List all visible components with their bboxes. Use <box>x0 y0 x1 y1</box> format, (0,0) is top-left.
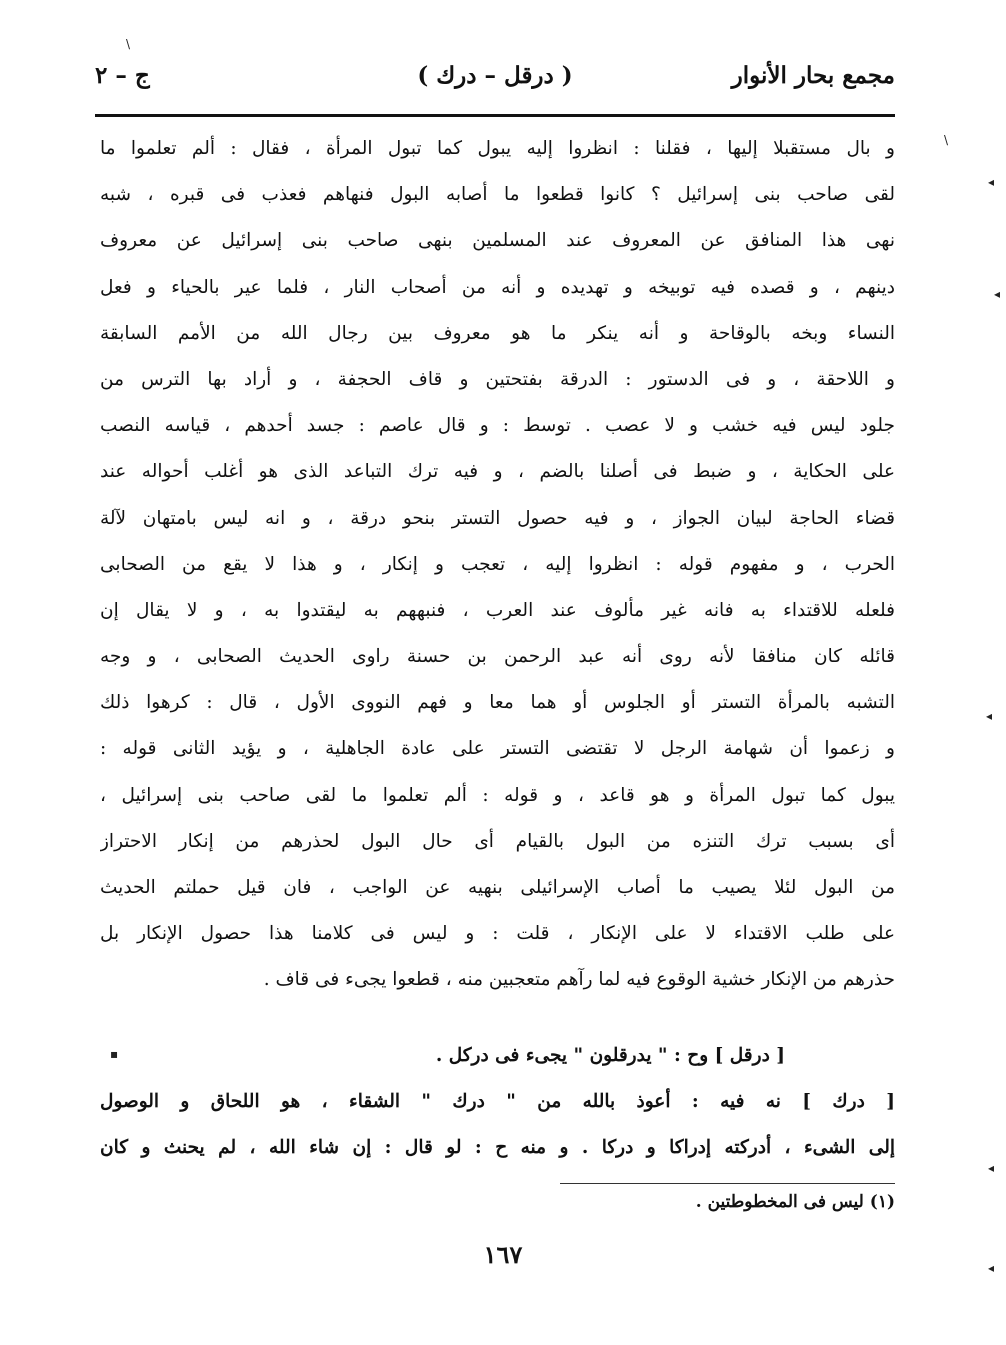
section-title: ( درقل – درك ) <box>417 62 573 89</box>
footnote: (١) ليس فى المخطوطتين . <box>695 1192 895 1212</box>
text-line: لقى صاحب بنى إسرائيل ؟ كانوا قطعوا ما أصابه البول فنهاهم فعذب فى قبره ، شبه <box>100 184 895 206</box>
scan-mark: \ <box>944 133 949 147</box>
main-text <box>100 126 895 1004</box>
scan-mark: \ <box>126 37 131 51</box>
scan-mark: ▪ <box>110 1047 119 1061</box>
text-line: يبول كما تبول المرأة و هو قاعد ، و قوله : ألم تعلموا ما لقى صاحب بنى إسرائيل ، <box>100 784 895 806</box>
running-header <box>95 62 895 102</box>
text-line: دينهم ، و قصده فيه توبيخه و تهديده و أنه من أصحاب النار ، فلما عير بالحياء و فعل <box>100 276 895 298</box>
text-line: حذرهم من الإنكار خشية الوقوع فيه لما رآهم متعجبين منه ، قطعوا يجىء فى قاف . <box>263 969 895 991</box>
scan-mark: ◂ <box>988 175 995 189</box>
text-line: فلعله للاقتداء به فانه غير مألوف عند العرب ، فنبههم به ليقتدوا به ، و لا يقال إن <box>100 599 895 621</box>
text-line: و اللاحقة ، و فى الدستور : الدرقة بفتحتين و قاف الحجفة ، و أراد بها الترس من <box>100 368 895 390</box>
text-line: على طلب الاقتداء لا على الإنكار ، قلت : و ليس فى كلامنا هذا حصول الإنكار بل <box>100 923 895 945</box>
page-number: ١٦٧ <box>483 1240 523 1269</box>
entry-darak-continued: إلى الشىء ، أدركته إدراكا و دركا . و منه ح : لو قال : إن شاء الله ، لم يحنث و كان <box>100 1137 895 1158</box>
text-line: قائله كان منافقا لأنه روى أنه عبد الرحمن بن حسنة راوى الحديث الصحابى ، و وجه <box>100 646 895 668</box>
text-line: أى بسبب ترك التنزه من البول بالقيام أى حال البول لحذرهم من إنكار الاحتراز <box>100 830 895 852</box>
text-line: و بال مستقبلا إليها ، فقلنا : انظروا إليه يبول كما تبول المرأة ، فقال : ألم تعلموا ما <box>100 138 895 159</box>
text-line: من البول لئلا يصيب ما أصاب الإسرائيلى بنهيه عن الواجب ، فان قيل حملتم الحديث <box>100 877 895 898</box>
text-line: جلود ليس فيه خشب و لا عصب . توسط : و قال عاصم : جسد أحدهم ، قياسه النصب <box>100 415 895 437</box>
text-line: قضاء الحاجة لبيان الجواز ، و فيه حصول التستر بنحو درقة ، و انه ليس بامتهان لآلة <box>100 507 895 529</box>
footnote-rule <box>560 1183 895 1184</box>
text-line: النساء وبخه بالوقاحة و أنه ينكر ما هو معروف بين رجال الله من الأمم السابقة <box>100 322 895 344</box>
text-line: و زعموا أن شهامة الرجل لا تقتضى التستر على عادة الجاهلية ، و يؤيد الثانى قوله : <box>100 738 895 760</box>
book-title: مجمع بحار الأنوار <box>731 62 895 89</box>
scan-mark: ◂ <box>994 287 1001 301</box>
scan-mark: ◂ <box>988 1161 995 1175</box>
scan-mark: ◂ <box>988 1261 995 1275</box>
volume-number: ج – ٢ <box>95 62 150 89</box>
text-line: نهى هذا المنافق عن المعروف عند المسلمين بنهى صاحب بنى إسرائيل عن معروف <box>100 230 895 252</box>
entry-darqal: [ درقل ] وح : " يدرقلون " يجىء فى دركل . <box>435 1045 785 1066</box>
text-line: التشبه بالمرأة التستر أو الجلوس أو هما معا و فهم النووى الأول ، قال : كرهوا ذلك <box>100 692 895 714</box>
header-rule <box>95 114 895 117</box>
text-line: الحرب ، و مفهوم قوله : انظروا إليه ، تعجب و إنكار ، و هذا لا يقع من الصحابى <box>100 553 895 575</box>
entry-darak: [ درك ] نه فيه : أعوذ بالله من " درك " الشقاء ، هو اللحاق و الوصول <box>100 1091 895 1112</box>
scan-mark: ◂ <box>986 709 993 723</box>
text-line: على الحكاية ، و ضبط فى أصلنا بالضم ، و فيه ترك التباعد الذى هو أغلب أحواله عند <box>100 461 895 483</box>
dictionary-entries <box>100 1033 895 1171</box>
